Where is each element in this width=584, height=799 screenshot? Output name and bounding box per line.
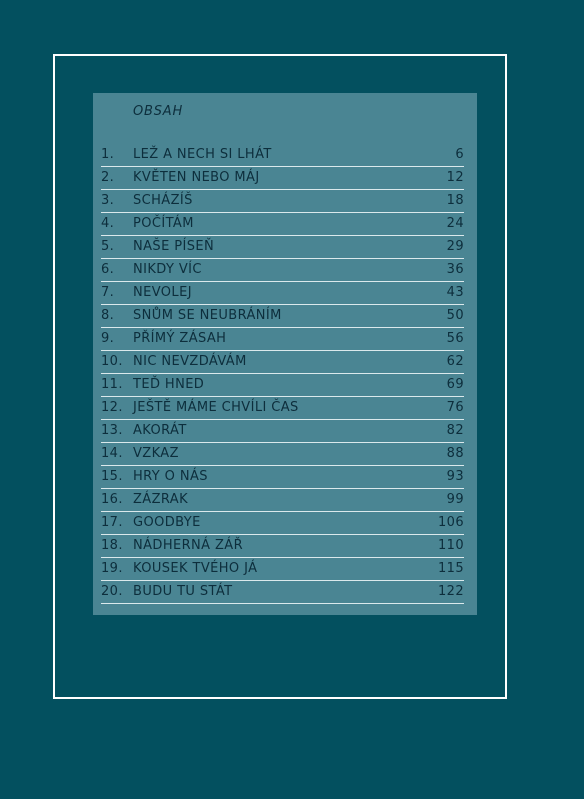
toc-entry[interactable] bbox=[101, 328, 464, 351]
toc-entry-page: 88 bbox=[446, 446, 464, 461]
toc-entry-page: 69 bbox=[446, 377, 464, 392]
toc-entry-title: ZÁZRAK bbox=[133, 492, 189, 507]
toc-entry-title: NIKDY VÍC bbox=[133, 262, 202, 277]
toc-entry[interactable] bbox=[101, 466, 464, 489]
toc-entry-number: 9. bbox=[101, 331, 115, 346]
toc-entry-title: NÁDHERNÁ ZÁŘ bbox=[133, 538, 244, 553]
toc-entry-page: 115 bbox=[437, 561, 464, 576]
toc-entry-title: AKORÁT bbox=[133, 423, 187, 438]
toc-entry-number: 11. bbox=[101, 377, 123, 392]
toc-entry-title: HRY O NÁS bbox=[133, 469, 208, 484]
table-of-contents bbox=[93, 93, 477, 615]
toc-list bbox=[101, 144, 464, 604]
toc-entry-number: 20. bbox=[101, 584, 123, 599]
toc-entry-title: KVĚTEN NEBO MÁJ bbox=[133, 170, 260, 185]
toc-entry[interactable] bbox=[101, 443, 464, 466]
toc-entry-title: VZKAZ bbox=[133, 446, 179, 461]
toc-entry[interactable] bbox=[101, 351, 464, 374]
toc-entry-page: 36 bbox=[446, 262, 464, 277]
toc-entry-number: 14. bbox=[101, 446, 123, 461]
toc-entry[interactable] bbox=[101, 397, 464, 420]
toc-entry[interactable] bbox=[101, 167, 464, 190]
toc-entry-page: 24 bbox=[446, 216, 464, 231]
toc-entry-title: NAŠE PÍSEŇ bbox=[133, 239, 215, 254]
toc-entry-number: 19. bbox=[101, 561, 123, 576]
toc-entry-page: 62 bbox=[446, 354, 464, 369]
toc-entry-title: POČÍTÁM bbox=[133, 216, 194, 231]
toc-entry-number: 18. bbox=[101, 538, 123, 553]
toc-entry[interactable] bbox=[101, 259, 464, 282]
toc-entry[interactable] bbox=[101, 144, 464, 167]
toc-entry-number: 13. bbox=[101, 423, 123, 438]
toc-entry-title: TEĎ HNED bbox=[133, 377, 205, 392]
toc-entry-number: 5. bbox=[101, 239, 115, 254]
toc-entry-page: 43 bbox=[446, 285, 464, 300]
toc-entry-number: 17. bbox=[101, 515, 123, 530]
toc-entry-page: 50 bbox=[446, 308, 464, 323]
toc-entry-page: 99 bbox=[446, 492, 464, 507]
toc-entry-title: JEŠTĚ MÁME CHVÍLI ČAS bbox=[133, 400, 299, 415]
toc-entry-page: 6 bbox=[455, 147, 464, 162]
toc-entry-number: 10. bbox=[101, 354, 123, 369]
toc-entry-page: 106 bbox=[437, 515, 464, 530]
toc-heading: OBSAH bbox=[133, 104, 184, 119]
toc-entry-number: 16. bbox=[101, 492, 123, 507]
toc-entry[interactable] bbox=[101, 558, 464, 581]
toc-entry-page: 29 bbox=[446, 239, 464, 254]
toc-entry-number: 7. bbox=[101, 285, 115, 300]
toc-entry-number: 12. bbox=[101, 400, 123, 415]
toc-entry-title: BUDU TU STÁT bbox=[133, 584, 233, 599]
toc-entry[interactable] bbox=[101, 535, 464, 558]
toc-entry-number: 8. bbox=[101, 308, 115, 323]
toc-entry-number: 3. bbox=[101, 193, 115, 208]
toc-entry[interactable] bbox=[101, 489, 464, 512]
toc-entry[interactable] bbox=[101, 213, 464, 236]
toc-entry-page: 12 bbox=[446, 170, 464, 185]
toc-entry-number: 15. bbox=[101, 469, 123, 484]
toc-entry[interactable] bbox=[101, 190, 464, 213]
toc-entry-title: PŘÍMÝ ZÁSAH bbox=[133, 331, 227, 346]
toc-entry-number: 2. bbox=[101, 170, 115, 185]
toc-entry-page: 56 bbox=[446, 331, 464, 346]
toc-entry-page: 93 bbox=[446, 469, 464, 484]
toc-entry[interactable] bbox=[101, 374, 464, 397]
toc-entry-page: 82 bbox=[446, 423, 464, 438]
toc-entry-page: 18 bbox=[446, 193, 464, 208]
toc-entry-title: LEŽ A NECH SI LHÁT bbox=[133, 147, 272, 162]
toc-entry-title: NIC NEVZDÁVÁM bbox=[133, 354, 247, 369]
toc-entry[interactable] bbox=[101, 512, 464, 535]
toc-entry-number: 6. bbox=[101, 262, 115, 277]
toc-entry-title: GOODBYE bbox=[133, 515, 201, 530]
toc-entry-title: SCHÁZÍŠ bbox=[133, 193, 193, 208]
toc-entry-title: KOUSEK TVÉHO JÁ bbox=[133, 561, 258, 576]
toc-entry-title: SNŮM SE NEUBRÁNÍM bbox=[133, 308, 282, 323]
toc-entry[interactable] bbox=[101, 420, 464, 443]
toc-entry-number: 1. bbox=[101, 147, 115, 162]
toc-entry[interactable] bbox=[101, 282, 464, 305]
toc-entry[interactable] bbox=[101, 236, 464, 259]
toc-entry[interactable] bbox=[101, 581, 464, 604]
toc-entry-page: 122 bbox=[437, 584, 464, 599]
toc-entry-page: 110 bbox=[437, 538, 464, 553]
toc-entry-number: 4. bbox=[101, 216, 115, 231]
toc-entry-title: NEVOLEJ bbox=[133, 285, 192, 300]
toc-entry-page: 76 bbox=[446, 400, 464, 415]
toc-entry[interactable] bbox=[101, 305, 464, 328]
